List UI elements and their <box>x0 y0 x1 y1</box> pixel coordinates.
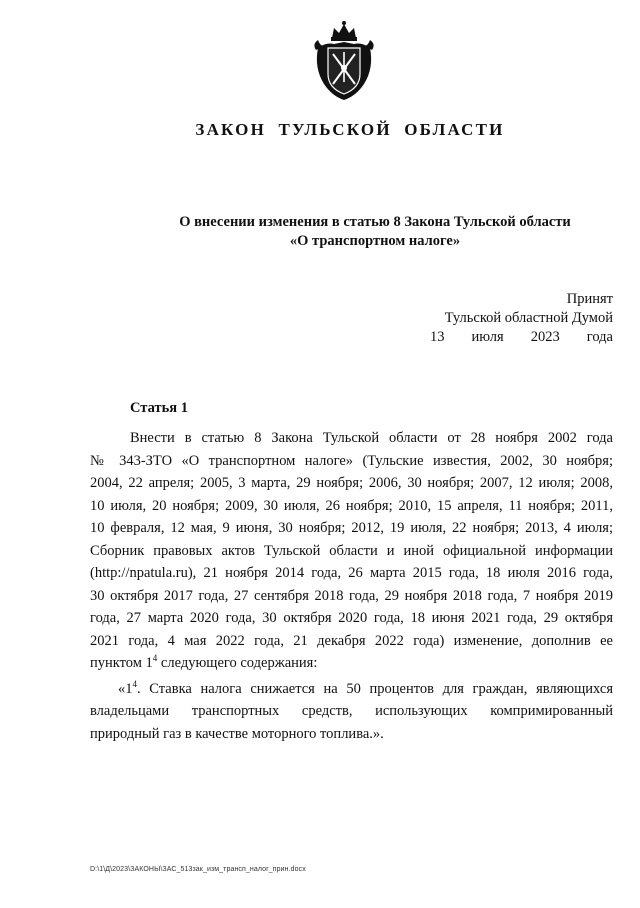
subject-line: «О транспортном налоге» <box>289 233 461 249</box>
adoption-day: 13 <box>430 329 445 345</box>
article-body <box>90 427 613 745</box>
coat-of-arms-icon <box>310 18 378 102</box>
file-path-footer: D:\1\Д\2023\ЗАКОНЫ\ЗАС_513зак_изм_трансп_налог_прин.docx <box>90 866 306 873</box>
adoption-label: Принят <box>566 291 613 307</box>
adoption-month: июля <box>471 329 504 345</box>
paragraph-line: 2004, 22 апреля; 2005, 3 марта, 29 ноября; 2006, 30 ноября; 2007, 12 июля; 2008, <box>90 475 613 491</box>
paragraph-line: 10 февраля, 12 мая, 9 июня, 30 ноября; 2012, 19 июля, 22 ноября; 2013, 4 июля; <box>90 520 613 536</box>
adoption-date <box>430 328 613 347</box>
adoption-year: 2023 <box>530 329 560 345</box>
article-heading: Статья 1 <box>130 400 188 416</box>
paragraph-line: Сборник правовых актов Тульской области и иной официальной информации <box>90 542 613 559</box>
law-subject <box>150 213 600 251</box>
quote-line: природный газ в качестве моторного топлива.». <box>90 725 384 742</box>
law-title: ЗАКОН ТУЛЬСКОЙ ОБЛАСТИ <box>195 120 505 139</box>
paragraph-line: 30 октября 2017 года, 27 сентября 2018 года, 29 ноября 2018 года, 7 ноября 2019 <box>90 587 613 604</box>
paragraph-line: 2021 года, 4 мая 2022 года, 21 декабря 2022 года) изменение, дополнив ее <box>90 632 613 649</box>
paragraph-line: № 343-ЗТО «О транспортном налоге» (Тульские известия, 2002, 30 ноября; <box>90 452 613 469</box>
adoption-year-word: года <box>586 329 613 345</box>
paragraph-line: 10 июля, 20 ноября; 2009, 30 июля, 26 ноября; 2010, 15 апреля, 11 ноября; 2011, <box>90 497 613 514</box>
subject-line: О внесении изменения в статью 8 Закона Тульской области <box>179 214 571 230</box>
paragraph-line: Внести в статью 8 Закона Тульской области от 28 ноября 2002 года <box>130 430 613 446</box>
adoption-body: Тульской областной Думой <box>444 310 613 326</box>
paragraph-line: пунктом $1^4$ следующего содержания: <box>90 653 318 671</box>
paragraph-line: (http://npatula.ru), 21 ноября 2014 года, 26 марта 2015 года, 18 июля 2016 года, <box>90 565 613 581</box>
quoted-amendment <box>90 678 613 746</box>
paragraph-line: года, 27 марта 2020 года, 30 октября 2020 года, 18 июня 2021 года, 29 октября <box>90 610 613 626</box>
adoption-block <box>430 290 613 347</box>
quote-line: владельцами транспортных средств, использующих компримированный <box>90 703 613 719</box>
quote-line: «$1^4$. Ставка налога снижается на 50 процентов для граждан, являющихся <box>118 678 613 697</box>
